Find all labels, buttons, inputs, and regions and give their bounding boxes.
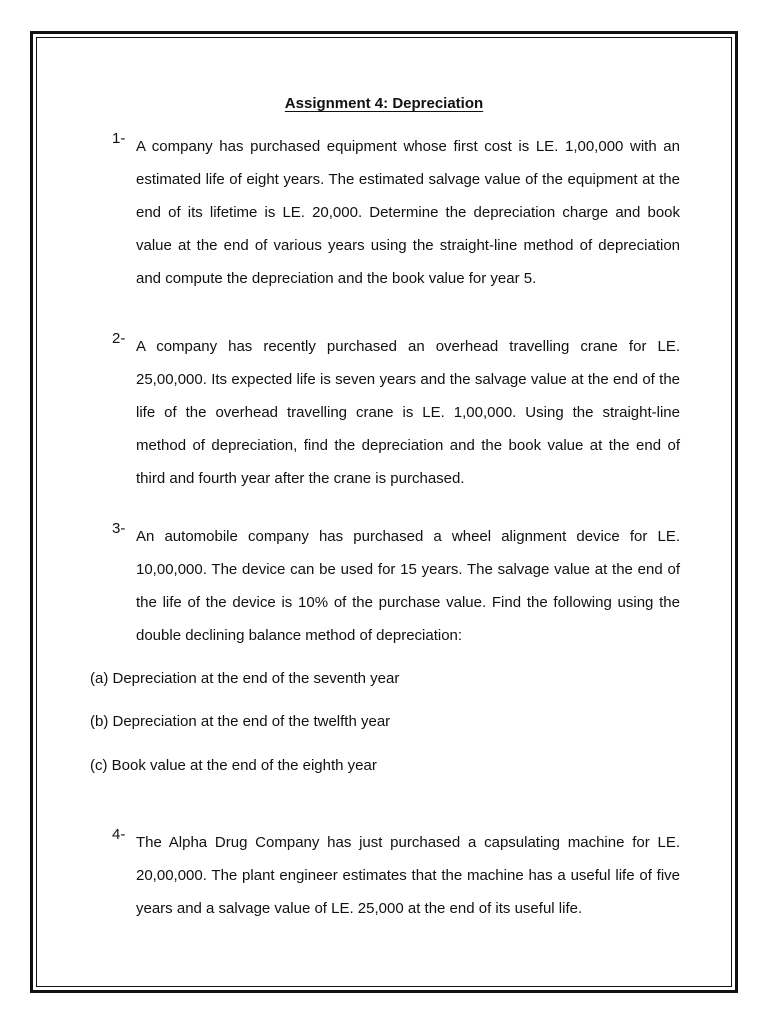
problem-number: 2- xyxy=(112,330,126,347)
problem-text: A company has recently purchased an overhead travelling crane for LE. 25,00,000. Its expected life is seven years and the salvage value at the end of the life of the overhead travelling crane is LE. 1,00,000. Using the straight-line method of depreciation, find the depreciation and the book value at the end of third and fourth year after the crane is purchased. xyxy=(136,338,680,487)
subitem-a: (a) Depreciation at the end of the seventh year xyxy=(90,670,400,687)
problem-text: The Alpha Drug Company has just purchased a capsulating machine for LE. 20,00,000. The plant engineer estimates that the machine has a useful life of five years and a salvage value of LE. 25,000 at the end of its useful life. xyxy=(136,834,680,917)
problem-number: 3- xyxy=(112,520,126,537)
document-title xyxy=(0,94,768,114)
problem-3 xyxy=(112,520,680,652)
problem-1 xyxy=(112,130,680,295)
problem-number: 1- xyxy=(112,130,126,147)
problem-text: A company has purchased equipment whose first cost is LE. 1,00,000 with an estimated life of eight years. The estimated salvage value of the equipment at the end of its lifetime is LE. 20,000. Determine the depreciation charge and book value at the end of various years using the straight-line method of depreciation and compute the depreciation and the book value for year 5. xyxy=(136,138,680,287)
document-title-text: Assignment 4: Depreciation xyxy=(284,95,484,112)
problem-text: An automobile company has purchased a wheel alignment device for LE. 10,00,000. The device can be used for 15 years. The salvage value at the end of the life of the device is 10% of the purchase value. Find the following using the double declining balance method of depreciation: xyxy=(136,528,680,644)
problem-2 xyxy=(112,330,680,495)
problem-number: 4- xyxy=(112,826,126,843)
subitem-b: (b) Depreciation at the end of the twelfth year xyxy=(90,713,391,730)
problem-4 xyxy=(112,826,680,925)
subitem-c: (c) Book value at the end of the eighth year xyxy=(90,757,377,774)
